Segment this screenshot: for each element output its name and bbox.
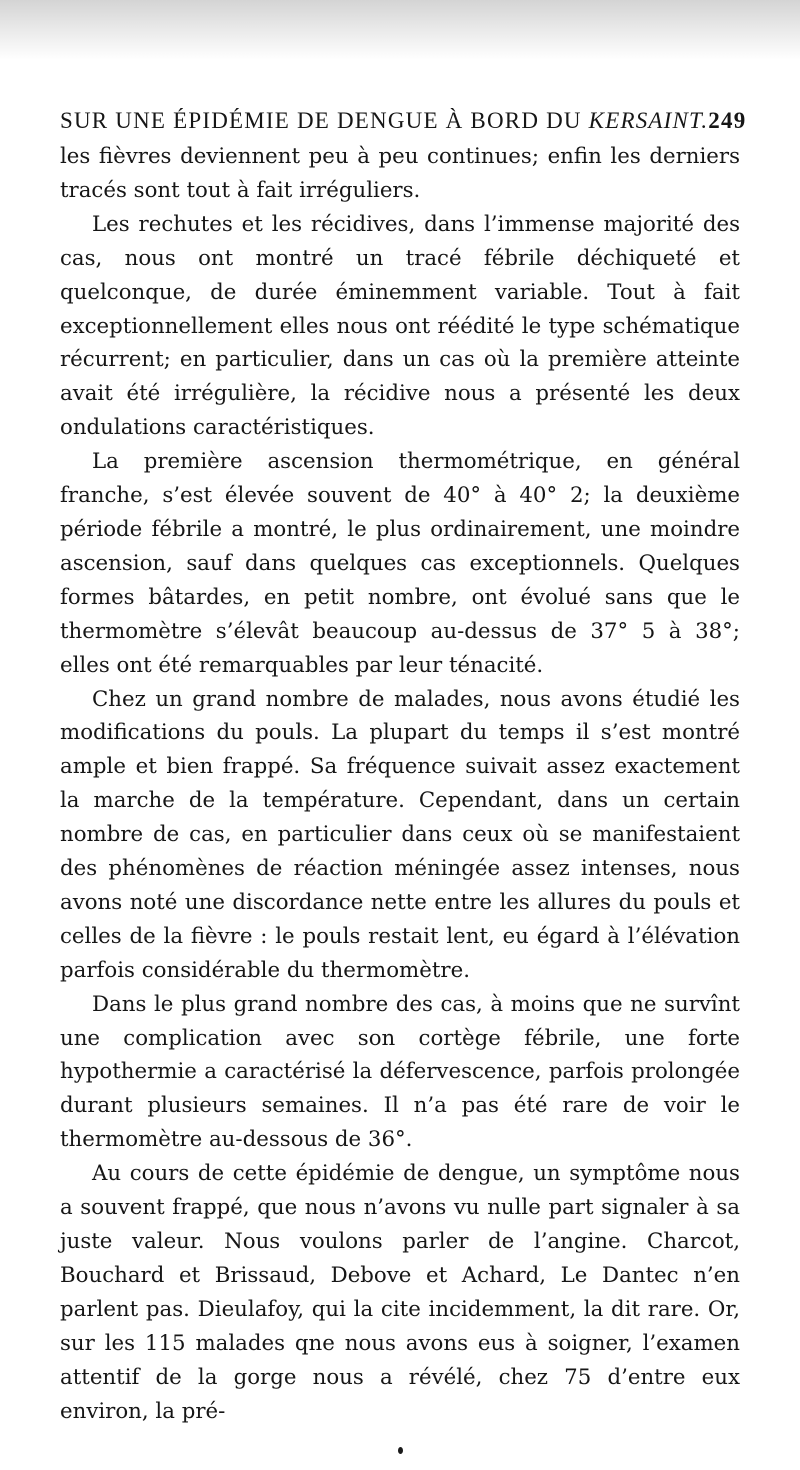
ship-name: KERSAINT.: [588, 108, 709, 133]
book-page: [60, 104, 747, 1428]
paragraph-hypothermie: Dans le plus grand nombre des cas, à moins que ne survînt une complication avec son cortège fébrile, une forte hypothermie a caractérisé la défervescence, parfois prolongée durant plusieurs semaines. Il n’a pas été rare de voir le thermomètre au-dessous de 36°.: [60, 991, 740, 1153]
paragraph-continued: les fièvres deviennent peu à peu continues; enfin les derniers tracés sont tout à fait irréguliers.: [60, 144, 740, 203]
paragraph-pouls: Chez un grand nombre de malades, nous avons étudié les modifications du pouls. La plupart du temps il s’est montré ample et bien frappé. Sa fréquence suivait assez exactement la marche de la température. Cependant, dans un certain nombre de cas, en particulier dans ceux où se manifestaient des phénomènes de réaction méningée assez intenses, nous avons noté une discordance nette entre les allures du pouls et celles de la fièvre : le pouls restait lent, eu égard à l’élévation parfois considérable du thermomètre.: [60, 686, 740, 983]
ink-speck: [398, 1447, 403, 1454]
body-text: [60, 140, 740, 1428]
running-head: [60, 104, 747, 138]
paragraph-ascension: La première ascension thermométrique, en général franche, s’est élevée souvent de 40° à 40° 2; la deuxième période fébrile a montré, le plus ordinairement, une moindre ascension, sauf dans quelques cas exceptionnels. Quelques formes bâtardes, en petit nombre, ont évolué sans que le thermomètre s’élevât beaucoup au-dessus de 37° 5 à 38°; elles ont été remarquables par leur ténacité.: [60, 449, 740, 678]
paragraph-rechutes: Les rechutes et les récidives, dans l’immense majorité des cas, nous ont montré un tracé fébrile déchiqueté et quelconque, de durée éminemment variable. Tout à fait exceptionnellement elles nous ont réédité le type schématique récurrent; en particulier, dans un cas où la première atteinte avait été irrégulière, la récidive nous a présenté les deux ondulations caractéristiques.: [60, 211, 740, 441]
scan-shadow: [0, 0, 800, 60]
running-title: [60, 104, 708, 138]
paragraph-angine: Au cours de cette épidémie de dengue, un symptôme nous a souvent frappé, que nous n’avons vu nulle part signaler à sa juste valeur. Nous voulons parler de l’angine. Charcot, Bouchard et Brissaud, Debove et Achard, Le Dantec n’en parlent pas. Dieulafoy, qui la cite incidemment, la dit rare. Or, sur les 115 malades qne nous avons eus à soigner, l’examen attentif de la gorge nous a révélé, chez 75 d’entre eux environ, la pré-: [60, 1161, 740, 1424]
running-title-text: SUR UNE ÉPIDÉMIE DE DENGUE À BORD DU: [60, 108, 589, 133]
page-number: 249: [708, 108, 747, 133]
